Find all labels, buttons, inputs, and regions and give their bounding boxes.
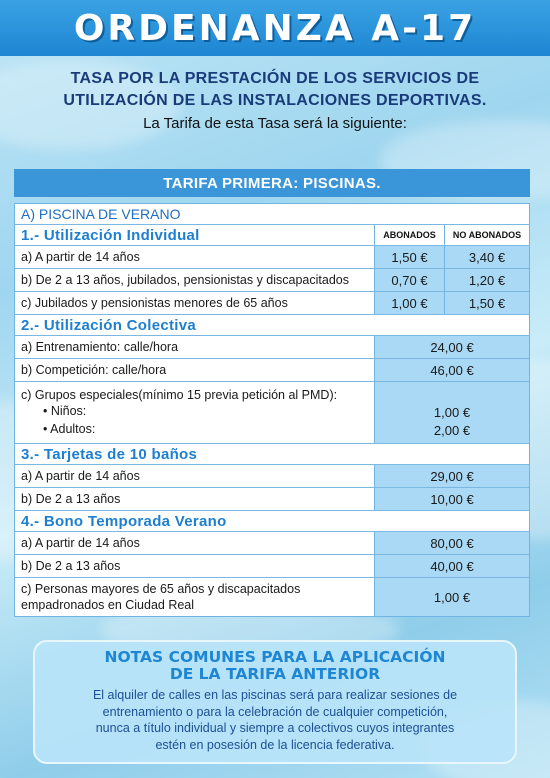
table-row: [15, 246, 529, 269]
sec2-header-row: [15, 315, 529, 336]
row-label: c) Personas mayores de 65 años y discapacitados: [21, 582, 301, 596]
no-abonados-value: 1,20 €: [444, 269, 529, 291]
price-value: 40,00 €: [374, 555, 529, 577]
tarifa-title: TARIFA PRIMERA: PISCINAS.: [14, 169, 530, 197]
price-value: 24,00 €: [374, 336, 529, 358]
table-row: [15, 336, 529, 359]
notes-box: [33, 640, 517, 764]
abonados-value: 1,00 €: [374, 292, 444, 314]
table-row: [15, 269, 529, 292]
sec1-title: 1.- Utilización Individual: [21, 226, 200, 244]
ninos-label: • Niños:: [43, 403, 87, 418]
row-label: a) A partir de 14 años: [21, 536, 140, 550]
intro-line-1: TASA POR LA PRESTACIÓN DE LOS SERVICIOS DE: [70, 70, 480, 87]
price-value: 1,00 €: [374, 578, 529, 616]
price-value: 29,00 €: [374, 465, 529, 487]
adultos-label: • Adultos:: [43, 421, 96, 436]
table-row: [15, 465, 529, 488]
row-label: a) A partir de 14 años: [21, 250, 140, 264]
notes-title-2: DE LA TARIFA ANTERIOR: [169, 665, 381, 683]
abonados-value: 1,50 €: [374, 246, 444, 268]
table-row: [15, 555, 529, 578]
row-label: empadronados en Ciudad Real: [21, 598, 195, 612]
intro-block: [0, 68, 550, 135]
no-abonados-value: 3,40 €: [444, 246, 529, 268]
table-row: [15, 292, 529, 315]
adultos-value: 2,00 €: [433, 423, 471, 438]
grupos-label: c) Grupos especiales(mínimo 15 previa petición al PMD):: [21, 387, 338, 402]
sec1-header-row: [15, 225, 529, 246]
page-title: ORDENANZA A-17: [73, 7, 477, 49]
notes-body-line: entrenamiento o para la celebración de cualquier competición,: [102, 704, 448, 719]
tarifa-table: [14, 169, 530, 617]
price-value: 80,00 €: [374, 532, 529, 554]
row-label: b) Competición: calle/hora: [21, 363, 167, 377]
row-label: a) A partir de 14 años: [21, 469, 140, 483]
col-abonados: ABONADOS: [374, 225, 444, 245]
header-banner: [0, 0, 550, 56]
tarifa-panel: [14, 203, 530, 617]
notes-body-line: nunca a título individual y siempre a colectivos cuyos integrantes: [95, 721, 455, 735]
table-row: [15, 488, 529, 511]
row-label-block: [15, 578, 374, 616]
notes-title-1: NOTAS COMUNES PARA LA APLICACIÓN: [104, 648, 446, 666]
ninos-value: 1,00 €: [433, 405, 471, 420]
abonados-value: 0,70 €: [374, 269, 444, 291]
price-value: 46,00 €: [374, 359, 529, 381]
grupos-row: [15, 382, 529, 444]
sec2-title: 2.- Utilización Colectiva: [21, 316, 197, 334]
subtitle-row: [15, 204, 529, 225]
notes-body-line: El alquiler de calles en las piscinas será para realizar sesiones de: [92, 688, 458, 702]
intro-line-2: UTILIZACIÓN DE LAS INSTALACIONES DEPORTIVAS.: [63, 92, 487, 109]
sec4-header-row: [15, 511, 529, 532]
col-no-abonados: NO ABONADOS: [444, 225, 529, 245]
subtitle-piscina-verano: A) PISCINA DE VERANO: [21, 206, 181, 222]
row-label: b) De 2 a 13 años, jubilados, pensionistas y discapacitados: [21, 273, 349, 287]
price-value: 10,00 €: [374, 488, 529, 510]
sec3-header-row: [15, 444, 529, 465]
row-label: c) Jubilados y pensionistas menores de 65 años: [21, 296, 288, 310]
notes-body: [35, 687, 515, 753]
table-row: [15, 532, 529, 555]
notes-body-line: estén en posesión de la licencia federativa.: [155, 737, 395, 752]
grupos-values: [374, 382, 529, 443]
no-abonados-value: 1,50 €: [444, 292, 529, 314]
table-row: [15, 359, 529, 382]
row-label: b) De 2 a 13 años: [21, 492, 121, 506]
sec3-title: 3.- Tarjetas de 10 baños: [21, 445, 198, 463]
grupos-label-block: [15, 382, 374, 443]
row-label: a) Entrenamiento: calle/hora: [21, 340, 179, 354]
row-label: b) De 2 a 13 años: [21, 559, 121, 573]
table-row: [15, 578, 529, 616]
sec4-title: 4.- Bono Temporada Verano: [21, 512, 227, 530]
intro-line-3: La Tarifa de esta Tasa será la siguiente:: [143, 115, 407, 132]
